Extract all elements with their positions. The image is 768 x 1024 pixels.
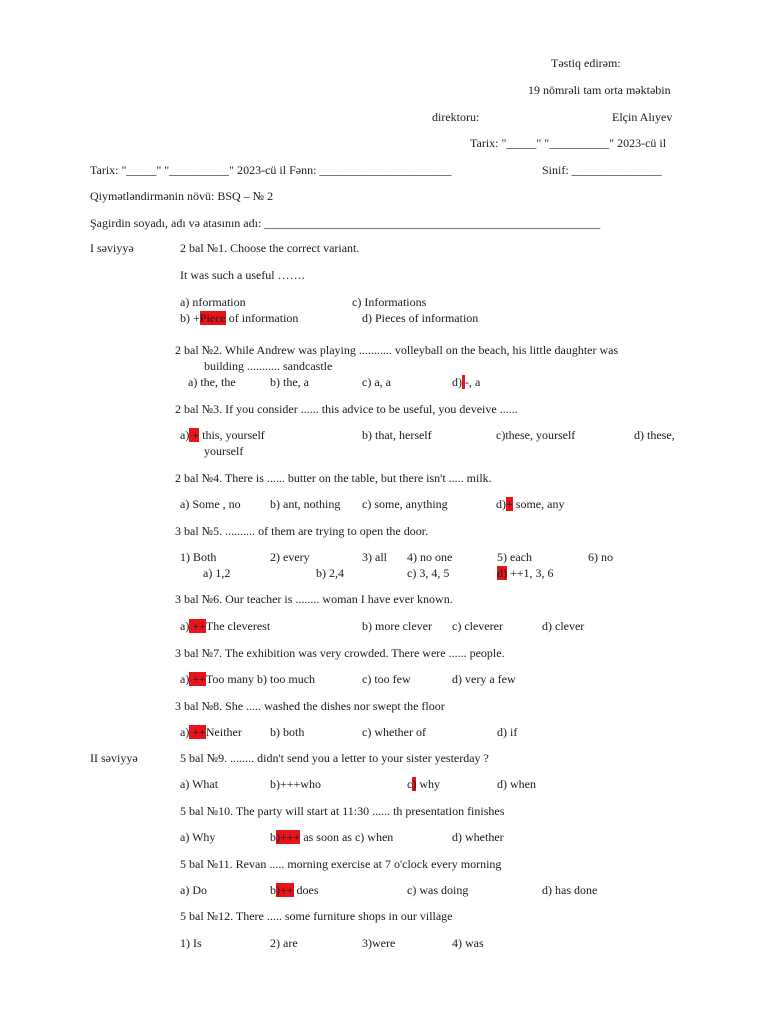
q8-option-a: a) ++Neither (180, 725, 242, 739)
answer-mark: ++ (189, 672, 206, 686)
q2-option-a: a) the, the (188, 375, 236, 389)
q3-option-d: d) these, (634, 428, 675, 442)
q8-option-d: d) if (497, 725, 518, 739)
q11-option-b: b)++ does (270, 883, 319, 897)
q5-item-6: 6) no (588, 550, 613, 564)
question-6-title: 3 bal №6. Our teacher is ........ woman I have ever known. (175, 592, 453, 606)
q5-item-5: 5) each (497, 550, 532, 564)
q7-option-a-b: a) ++Too many b) too much (180, 672, 316, 686)
q12-item-1: 1) Is (180, 936, 202, 950)
q2-option-d: d) -, a (452, 375, 481, 389)
question-9-title: 5 bal №9. ........ didn't send you a letter to your sister yesterday ? (180, 751, 489, 765)
answer-mark: )++ (276, 883, 294, 897)
q3-option-a: a) + this, yourself (180, 428, 265, 442)
q5-option-a: a) 1,2 (203, 566, 231, 580)
q5-item-1: 1) Both (180, 550, 217, 564)
question-7-title: 3 bal №7. The exhibition was very crowded. There were ...... people. (175, 646, 505, 660)
q8-option-b: b) both (270, 725, 305, 739)
q9-option-d: d) when (497, 777, 536, 791)
question-3-title: 2 bal №3. If you consider ...... this advice to be useful, you deveive ...... (175, 402, 518, 416)
answer-mark: Piece (199, 311, 226, 325)
question-11-title: 5 bal №11. Revan ..... morning exercise at 7 o'clock every morning (180, 857, 502, 871)
q1-option-a: a) nformation (180, 295, 246, 309)
q4-option-b: b) ant, nothing (270, 497, 341, 511)
q12-item-4: 4) was (452, 936, 484, 950)
q12-item-3: 3)were (362, 936, 396, 950)
student-name-field: Şagirdin soyadı, adı və atasının adı: ________________________________________________________ (90, 216, 601, 230)
q5-item-3: 3) all (362, 550, 387, 564)
q6-option-c: c) cleverer (452, 619, 503, 633)
level-two-label: II səviyyə (90, 751, 138, 765)
question-5-title: 3 bal №5. .......... of them are trying to open the door. (175, 524, 429, 538)
question-12-title: 5 bal №12. There ..... some furniture shops in our village (180, 909, 453, 923)
answer-mark: ) (412, 777, 417, 791)
q8-option-c: c) whether of (362, 725, 426, 739)
date-subject-field: Tarix: "_____" "__________" 2023-cü il Fənn: ______________________ (90, 163, 452, 177)
answer-mark: )+++ (276, 830, 301, 844)
q11-option-c: c) was doing (407, 883, 469, 897)
q5-option-d: d) ++1, 3, 6 (497, 566, 554, 580)
approval-label: Təstiq edirəm: (551, 56, 621, 70)
q1-option-d: d) Pieces of information (362, 311, 479, 325)
q4-option-c: c) some, anything (362, 497, 448, 511)
question-2-title: 2 bal №2. While Andrew was playing ........... volleyball on the beach, his little daughter was (175, 343, 619, 357)
q7-option-c: c) too few (362, 672, 411, 686)
q7-option-d: d) very a few (452, 672, 516, 686)
q1-option-c: c) Informations (352, 295, 427, 309)
answer-mark: + (189, 428, 200, 442)
q2-option-b: b) the, a (270, 375, 309, 389)
q3-option-a-cont: yourself (204, 444, 244, 458)
q10-option-b-c: b)+++ as soon as c) when (270, 830, 394, 844)
director-label: direktoru: (432, 110, 480, 124)
q3-option-c: c)these, yourself (496, 428, 576, 442)
q9-option-b: b)+++who (270, 777, 321, 791)
q4-option-a: a) Some , no (180, 497, 241, 511)
q6-option-d: d) clever (542, 619, 585, 633)
approval-date: Tarix: "_____" "__________" 2023-cü il (470, 136, 667, 150)
q3-option-b: b) that, herself (362, 428, 432, 442)
level-one-label: I səviyyə (90, 241, 134, 255)
q4-option-d: d)+ some, any (496, 497, 565, 511)
q6-option-a: a) ++The cleverest (180, 619, 271, 633)
q9-option-a: a) What (180, 777, 219, 791)
answer-mark: ++ (189, 619, 206, 633)
class-field: Sinif: _______________ (542, 163, 662, 177)
question-1-stem: It was such a useful ……. (180, 268, 305, 282)
answer-mark: + (506, 497, 513, 511)
question-4-title: 2 bal №4. There is ...... butter on the table, but there isn't ..... milk. (175, 471, 492, 485)
assessment-type: Qiymətləndirmənin növü: BSQ – № 2 (90, 189, 274, 203)
question-2-title-cont: building ........... sandcastle (204, 359, 333, 373)
q5-item-4: 4) no one (407, 550, 453, 564)
answer-mark: d) (497, 566, 507, 580)
q11-option-d: d) has done (542, 883, 598, 897)
q10-option-a: a) Why (180, 830, 216, 844)
q5-item-2: 2) every (270, 550, 310, 564)
answer-mark: ++ (189, 725, 206, 739)
question-1-title: 2 bal №1. Choose the correct variant. (180, 241, 360, 255)
q10-option-d: d) whether (452, 830, 504, 844)
question-10-title: 5 bal №10. The party will start at 11:30 ...... th presentation finishes (180, 804, 505, 818)
q5-option-b: b) 2,4 (316, 566, 344, 580)
q5-option-c: c) 3, 4, 5 (407, 566, 450, 580)
question-8-title: 3 bal №8. She ..... washed the dishes nor swept the floor (175, 699, 445, 713)
school-name: 19 nömrəli tam orta məktəbin (528, 83, 671, 97)
director-name: Elçin Alıyev (612, 110, 673, 124)
q6-option-b: b) more clever (362, 619, 432, 633)
q9-option-c: c) why (407, 777, 440, 791)
q2-option-c: c) a, a (362, 375, 391, 389)
q11-option-a: a) Do (180, 883, 207, 897)
q12-item-2: 2) are (270, 936, 298, 950)
q1-option-b: b) +Piece of information (180, 311, 299, 325)
